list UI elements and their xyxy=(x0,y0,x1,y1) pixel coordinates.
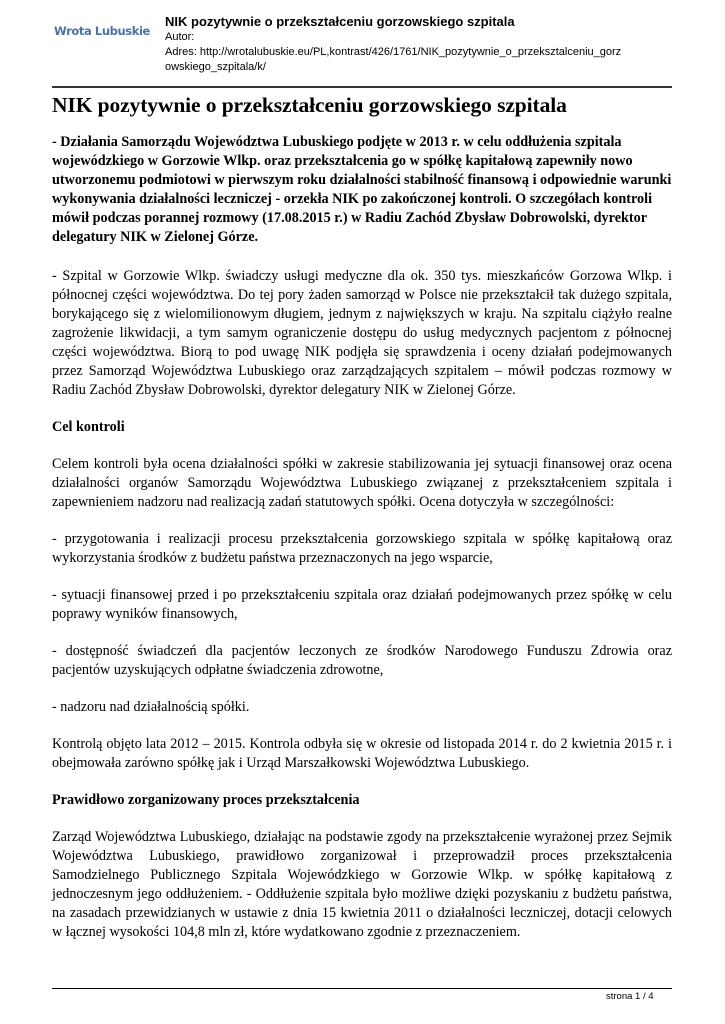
list-item: - przygotowania i realizacji procesu przekształcenia gorzowskiego szpitala w spółkę kapitałową oraz wykorzystania środków z budżetu państwa przeznaczonych na jego wsparcie, xyxy=(52,531,672,566)
scope-paragraph: Kontrolą objęto lata 2012 – 2015. Kontrola odbyła się w okresie od listopada 2014 r. do 2 kwietnia 2015 r. i obejmowała zarówno spółkę jak i Urząd Marszałkowski Województwa Lubuskiego. xyxy=(52,736,672,771)
section-paragraph-cel-kontroli: Celem kontroli była ocena działalności spółki w zakresie stabilizowania jej sytuacji finansowej oraz ocena działalności organów Samorządu Województwa Lubuskiego związanej z przekształceniem szpitala i zapewnieniem nadzoru nad realizacją zadań statutowych spółki. Ocena dotyczyła w szczególności: xyxy=(52,456,672,510)
section-paragraph-proces: Zarząd Województwa Lubuskiego, działając na podstawie zgody na przekształcenie wyrażonej przez Sejmik Województwa Lubuskiego, prawidłowo zorganizował i przeprowadził proces przekształcenia Samodzielnego Publicznego Szpitala Wojewódzkiego w Gorzowie Wlkp. w spółkę kapitałową z jednoczesnym jego oddłużeniem. - Oddłużenie szpitala było możliwe dzięki pozyskaniu z budżetu państwa, na zasadach przewidzianych w ustawie z dnia 15 kwietnia 2011 o działalności leczniczej, dotacji celowych w łącznej wysokości 104,8 mln zł, które wydatkowano zgodnie z przeznaczeniem. xyxy=(52,829,672,940)
header-divider xyxy=(52,86,672,88)
list-item: - nadzoru nad działalnością spółki. xyxy=(52,699,250,715)
article-lead: - Działania Samorządu Województwa Lubuskiego podjęte w 2013 r. w celu oddłużenia szpitala wojewódzkiego w Gorzowie Wlkp. oraz przekształcenia go w spółkę kapitałową zapewniły nowo utworzonemu podmiotowi w pierwszym roku działalności stabilność finansową i odpowiednie warunki wykonywania działalności leczniczej - orzekła NIK po zakończonej kontroli. O szczegółach kontroli mówił podczas porannej rozmowy (17.08.2015 r.) w Radiu Zachód Zbysław Dobrowolski, dyrektor delegatury NIK w Zielonej Górze. xyxy=(52,134,672,245)
header-author: Autor: xyxy=(165,31,195,43)
page-number: strona 1 / 4 xyxy=(606,991,654,1002)
wrota-lubuskie-logo: Wrota Lubuskie xyxy=(54,24,150,38)
article-intro: - Szpital w Gorzowie Wlkp. świadczy usługi medyczne dla ok. 350 tys. mieszkańców Gorzowa Wlkp. i północnej części województwa. Do tej pory żaden samorząd w Polsce nie przekształcił tak dużego szpitala, borykającego się z wielomilionowym długiem, jednym z największych w kraju. Na szpitalu ciążyło realne zagrożenie likwidacji, a tym samym ograniczenie dostępu do usług medycznych pacjentom z północnej części województwa. Biorą to pod uwagę NIK podjęła się sprawdzenia i oceny działań podejmowanych przez Samorząd Województwa Lubuskiego oraz zarządzających szpitalem – mówił podczas rozmowy w Radiu Zachód Zbysław Dobrowolski, dyrektor delegatury NIK w Zielonej Górze. xyxy=(52,268,672,398)
header-address-line2: owskiego_szpitala/k/ xyxy=(165,61,266,73)
header-address-line1: Adres: http://wrotalubuskie.eu/PL,kontrast/426/1761/NIK_pozytywnie_o_przeksztalceniu_gorz xyxy=(165,46,622,58)
footer-divider xyxy=(52,988,672,989)
list-item: - sytuacji finansowej przed i po przekształceniu szpitala oraz działań podejmowanych przez spółkę w celu poprawy wyników finansowych, xyxy=(52,587,672,622)
list-item: - dostępność świadczeń dla pacjentów leczonych ze środków Narodowego Funduszu Zdrowia oraz pacjentów uzyskujących odpłatne świadczenia zdrowotne, xyxy=(52,643,672,678)
section-heading-cel-kontroli: Cel kontroli xyxy=(52,419,125,435)
header-title: NIK pozytywnie o przekształceniu gorzowskiego szpitala xyxy=(165,14,515,29)
article-title: NIK pozytywnie o przekształceniu gorzowskiego szpitala xyxy=(52,93,567,117)
article-body xyxy=(52,92,672,960)
header-meta xyxy=(165,14,675,75)
section-heading-proces: Prawidłowo zorganizowany proces przekształcenia xyxy=(52,792,360,808)
